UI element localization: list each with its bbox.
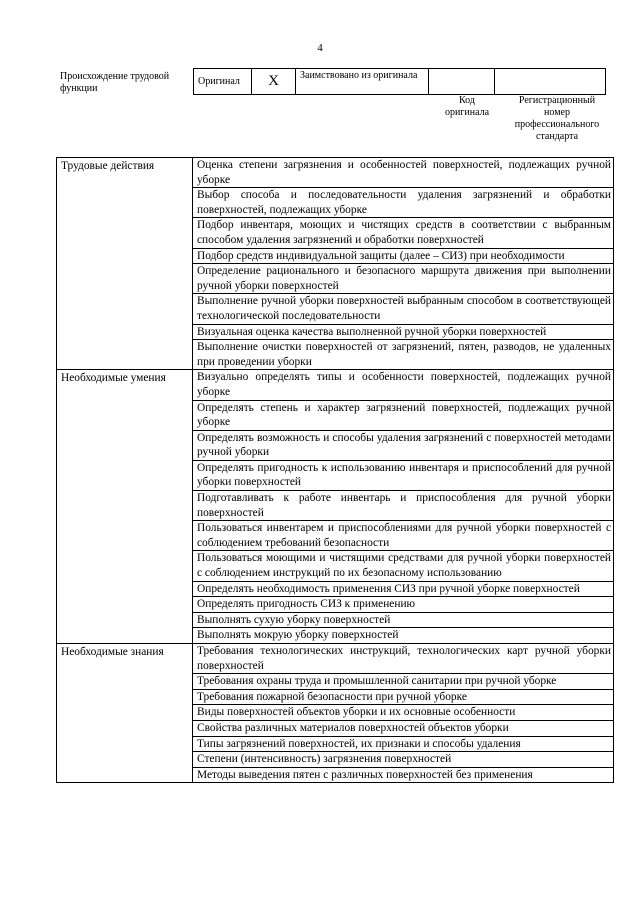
category-cell: Необходимые знания: [57, 644, 193, 783]
item-cell: Определять необходимость применения СИЗ при ручной уборке поверхностей: [193, 581, 614, 597]
item-cell: Подбор инвентаря, моющих и чистящих средств в соответствии с выбранным способом удаления загрязнений и обработки поверхностей: [193, 218, 614, 248]
labor-function-table: [56, 157, 614, 783]
item-cell: Виды поверхностей объектов уборки и их основные особенности: [193, 705, 614, 721]
origin-table: [193, 68, 606, 95]
code-cell: [429, 69, 495, 95]
table-row: [57, 158, 614, 188]
item-cell: Определять возможность и способы удаления загрязнений с поверхностей методами ручной уборки: [193, 430, 614, 460]
item-cell: Требования пожарной безопасности при ручной уборке: [193, 689, 614, 705]
reg-number-caption: Регистрационный номер профессионального стандарта: [514, 95, 600, 142]
item-cell: Подготавливать к работе инвентарь и приспособления для ручной уборки поверхностей: [193, 491, 614, 521]
item-cell: Визуально определять типы и особенности поверхностей, подлежащих ручной уборке: [193, 370, 614, 400]
item-cell: Методы выведения пятен с различных поверхностей без применения: [193, 767, 614, 783]
item-cell: Свойства различных материалов поверхностей объектов уборки: [193, 720, 614, 736]
table-row: [57, 644, 614, 674]
item-cell: Требования охраны труда и промышленной санитарии при ручной уборке: [193, 674, 614, 690]
item-cell: Пользоваться моющими и чистящими средствами для ручной уборки поверхностей с соблюдением инструкций по их безопасному использованию: [193, 551, 614, 581]
item-cell: Определять пригодность СИЗ к применению: [193, 597, 614, 613]
item-cell: Выполнение очистки поверхностей от загрязнений, пятен, разводов, не удаленных при проведении уборки: [193, 340, 614, 370]
item-cell: Определение рационального и безопасного маршрута движения при выполнении ручной уборки поверхностей: [193, 264, 614, 294]
item-cell: Выполнение ручной уборки поверхностей выбранным способом в соответствующей технологической последовательности: [193, 294, 614, 324]
item-cell: Оценка степени загрязнения и особенностей поверхностей, подлежащих ручной уборке: [193, 158, 614, 188]
reg-number-cell: [495, 69, 606, 95]
original-label: Оригинал: [194, 69, 252, 95]
code-original-caption: Код оригинала: [444, 95, 490, 118]
item-cell: Подбор средств индивидуальной защиты (далее – СИЗ) при необходимости: [193, 248, 614, 264]
item-cell: Пользоваться инвентарем и приспособлениями для ручной уборки поверхностей с соблюдением требований безопасности: [193, 521, 614, 551]
item-cell: Определять пригодность к использованию инвентаря и приспособлений для ручной уборки поверхностей: [193, 460, 614, 490]
borrowed-label: Заимствовано из оригинала: [296, 69, 429, 95]
category-cell: Трудовые действия: [57, 158, 193, 370]
original-mark: X: [252, 69, 296, 95]
item-cell: Визуальная оценка качества выполненной ручной уборки поверхностей: [193, 324, 614, 340]
item-cell: Выбор способа и последовательности удаления загрязнений и обработки поверхностей, подлежащих уборке: [193, 188, 614, 218]
item-cell: Требования технологических инструкций, технологических карт ручной уборки поверхностей: [193, 644, 614, 674]
item-cell: Определять степень и характер загрязнений поверхностей, подлежащих ручной уборке: [193, 400, 614, 430]
item-cell: Выполнять сухую уборку поверхностей: [193, 612, 614, 628]
item-cell: Выполнять мокрую уборку поверхностей: [193, 628, 614, 644]
category-cell: Необходимые умения: [57, 370, 193, 644]
origin-label: Происхождение трудовой функции: [60, 71, 170, 94]
page-number: 4: [317, 42, 323, 54]
table-row: [57, 370, 614, 400]
item-cell: Типы загрязнений поверхностей, их признаки и способы удаления: [193, 736, 614, 752]
item-cell: Степени (интенсивность) загрязнения поверхностей: [193, 752, 614, 768]
labor-function-body: [57, 158, 614, 783]
